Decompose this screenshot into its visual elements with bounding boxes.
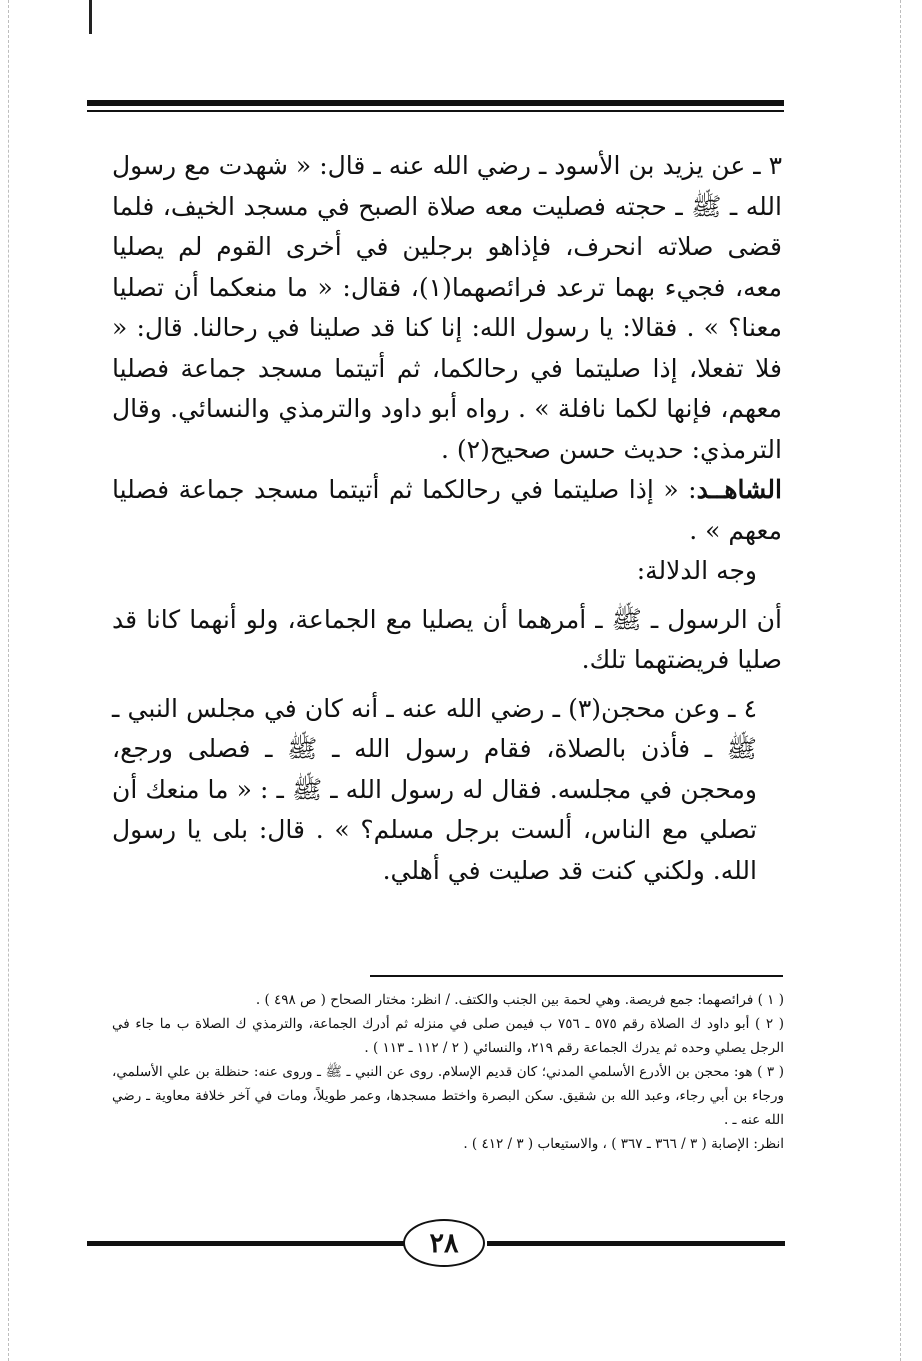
- footnote-1: ( ١ ) فرائصهما: جمع فريصة. وهي لحمة بين الجنب والكتف. / انظر: مختار الصحاح ( ص ٤٩٨ ) .: [255, 992, 784, 1008]
- hadith-4: ٤ ـ وعن محجن(٣) ـ رضي الله عنه ـ أنه كان في مجلس النبي ـ ﷺ ـ فأذن بالصلاة، فقام رسول الله ـ ﷺ ـ فصلى ورجع، ومحجن في مجلسه. فقال له رسول الله ـ ﷺ ـ : « ما منعك أن تصلي مع الناس، ألست برجل مسلم؟ » . قال: بلى يا رسول الله. ولكني كنت قد صليت في أهلي.: [112, 693, 758, 885]
- footnotes: [112, 988, 784, 1156]
- footnote-3: ( ٣ ) هو: محجن بن الأدرع الأسلمي المدني؛ كان قديم الإسلام. روى عن النبي ـ ﷺ ـ وروى عنه: حنظلة بن علي الأسلمي، ورجاء بن أبي رجاء، وعبد الله بن شقيق. سكن البصرة واختط مسجدها، وعمر طويلاً، ومات في آخر خلافة معاوية ـ رضي الله عنه ـ .: [112, 1064, 784, 1128]
- footer-rule-right: [487, 1241, 785, 1246]
- main-text: [112, 146, 782, 891]
- dalala-text: أن الرسول ـ ﷺ ـ أمرهما أن يصليا مع الجماعة، ولو أنهما كانا قد صليا فريضتهما تلك.: [112, 604, 782, 674]
- margin-guide-left: [8, 0, 9, 1361]
- binding-mark: [89, 0, 92, 34]
- shahid-paragraph: [112, 470, 782, 551]
- footer-rule-left: [87, 1241, 405, 1246]
- footnote-3-ref: انظر: الإصابة ( ٣ / ٣٦٦ ـ ٣٦٧ ) ، والاستيعاب ( ٣ / ٤١٢ ) .: [463, 1136, 784, 1152]
- dalala-heading: وجه الدلالة:: [636, 556, 757, 585]
- footnote-rule: [370, 975, 783, 977]
- margin-guide-right: [900, 0, 901, 1361]
- hadith-3: ٣ ـ عن يزيد بن الأسود ـ رضي الله عنه ـ قال: « شهدت مع رسول الله ـ ﷺ ـ حجته فصليت معه صلاة الصبح في مسجد الخيف، فلما قضى صلاته انحرف، فإذاهو برجلين في أخرى القوم لم يصليا معه، فجيء بهما ترعد فرائصهما(١)، فقال: « ما منعكما أن تصليا معنا؟ » . فقالا: يا رسول الله: إنا كنا قد صلينا في رحالنا. قال: « فلا تفعلا، إذا صليتما في رحالكما، ثم أتيتما مسجد جماعة فصليا معهم، فإنها لكما نافلة » . رواه أبو داود والترمذي والنسائي. وقال الترمذي: حديث حسن صحيح(٢) .: [112, 151, 782, 464]
- shahid-label: الشاهــد: [696, 475, 782, 504]
- header-rule-thin: [87, 110, 784, 112]
- shahid-text: : « إذا صليتما في رحالكما ثم أتيتما مسجد جماعة فصليا معهم » .: [112, 475, 782, 545]
- footnote-2: ( ٢ ) أبو داود ك الصلاة رقم ٥٧٥ ـ ٧٥٦ ب فيمن صلى في منزله ثم أدرك الجماعة، والترمذي ك الصلاة ب ما جاء في الرجل يصلي وحده ثم يدرك الجماعة رقم ٢١٩، والنسائي ( ٢ / ١١٢ ـ ١١٣ ) .: [112, 1016, 784, 1056]
- page-number: ٢٨: [403, 1219, 485, 1267]
- header-rule: [87, 100, 784, 106]
